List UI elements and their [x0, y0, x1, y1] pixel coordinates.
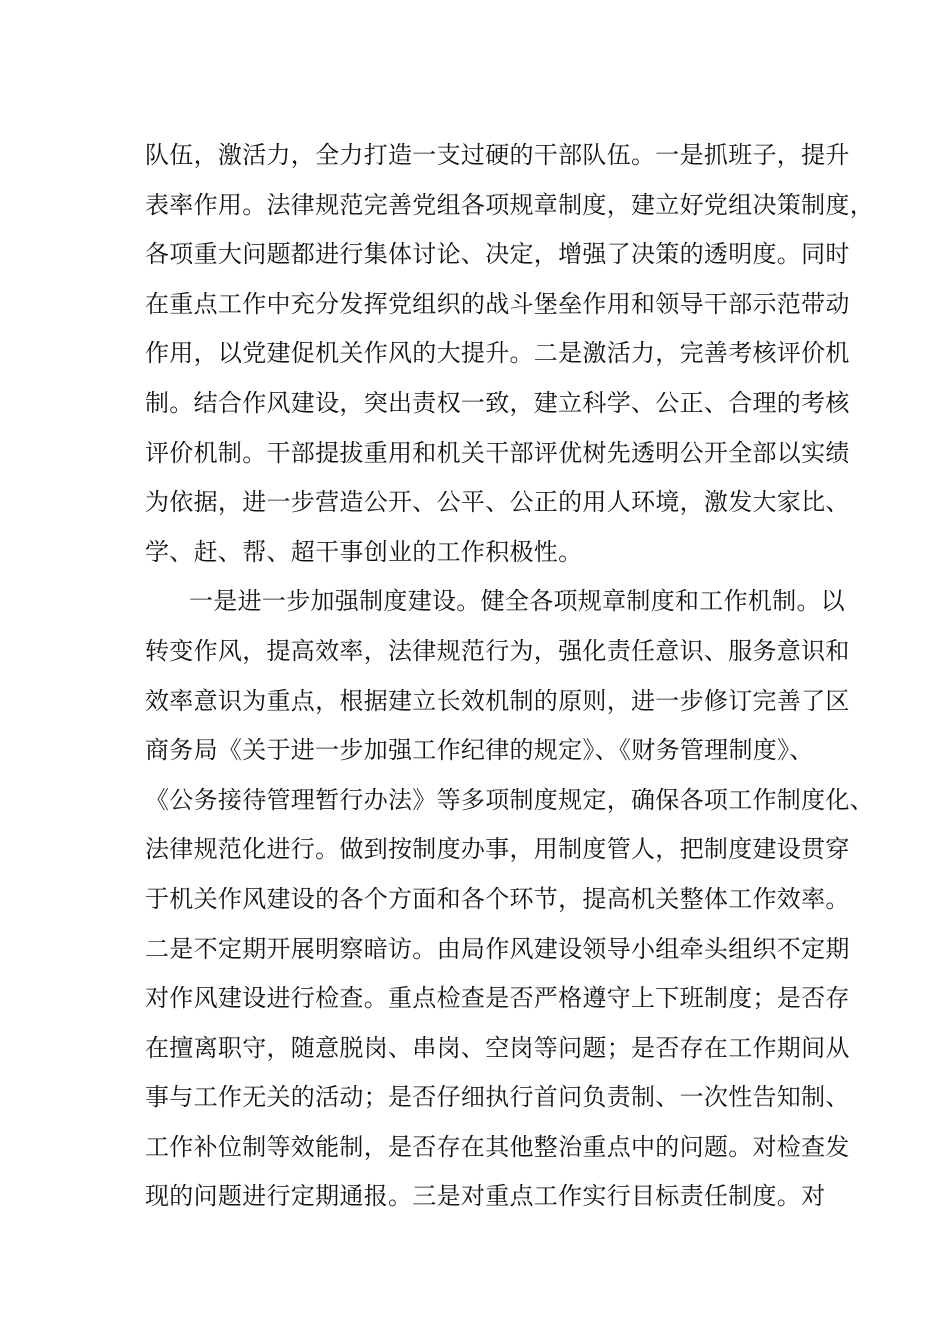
text-line: 工作补位制等效能制，是否存在其他整治重点中的问题。对检查发: [145, 1132, 850, 1161]
text-line: 现的问题进行定期通报。三是对重点工作实行目标责任制度。对: [145, 1182, 826, 1211]
text-line: 在重点工作中充分发挥党组织的战斗堡垒作用和领导干部示范带动: [145, 289, 850, 318]
text-line: 评价机制。干部提拔重用和机关干部评优树先透明公开全部以实绩: [145, 438, 850, 467]
paragraph-first-line: 一是进一步加强制度建设。健全各项规章制度和工作机制。以: [189, 587, 846, 616]
text-line: 为依据，进一步营造公开、公平、公正的用人环境，激发大家比、: [145, 488, 850, 517]
text-line: 事与工作无关的活动；是否仔细执行首问负责制、一次性告知制、: [145, 1083, 850, 1112]
text-line: 各项重大问题都进行集体讨论、决定，增强了决策的透明度。同时: [145, 240, 850, 269]
text-line: 二是不定期开展明察暗访。由局作风建设领导小组牵头组织不定期: [145, 934, 850, 963]
text-line: 法律规范化进行。做到按制度办事，用制度管人，把制度建设贯穿: [145, 835, 850, 864]
text-line: 制。结合作风建设，突出责权一致，建立科学、公正、合理的考核: [145, 388, 850, 417]
text-line: 效率意识为重点，根据建立长效机制的原则，进一步修订完善了区: [145, 686, 850, 715]
text-line: 《公务接待管理暂行办法》等多项制度规定，确保各项工作制度化、: [145, 785, 874, 814]
text-line: 对作风建设进行检查。重点检查是否严格遵守上下班制度；是否存: [145, 984, 850, 1013]
text-line: 队伍，激活力，全力打造一支过硬的干部队伍。一是抓班子，提升: [145, 141, 850, 169]
text-line: 商务局《关于进一步加强工作纪律的规定》、《财务管理制度》、: [145, 736, 814, 765]
text-line: 学、赶、帮、超干事创业的工作积极性。: [145, 537, 583, 566]
text-line: 在擅离职守，随意脱岗、串岗、空岗等问题；是否存在工作期间从: [145, 1033, 850, 1062]
text-line: 表率作用。法律规范完善党组各项规章制度，建立好党组决策制度，: [145, 190, 874, 219]
text-line: 于机关作风建设的各个方面和各个环节，提高机关整体工作效率。: [145, 884, 850, 913]
text-line: 作用，以党建促机关作风的大提升。二是激活力，完善考核评价机: [145, 339, 850, 368]
body-text: [145, 131, 874, 1222]
text-line: 转变作风，提高效率，法律规范行为，强化责任意识、服务意识和: [145, 636, 850, 665]
